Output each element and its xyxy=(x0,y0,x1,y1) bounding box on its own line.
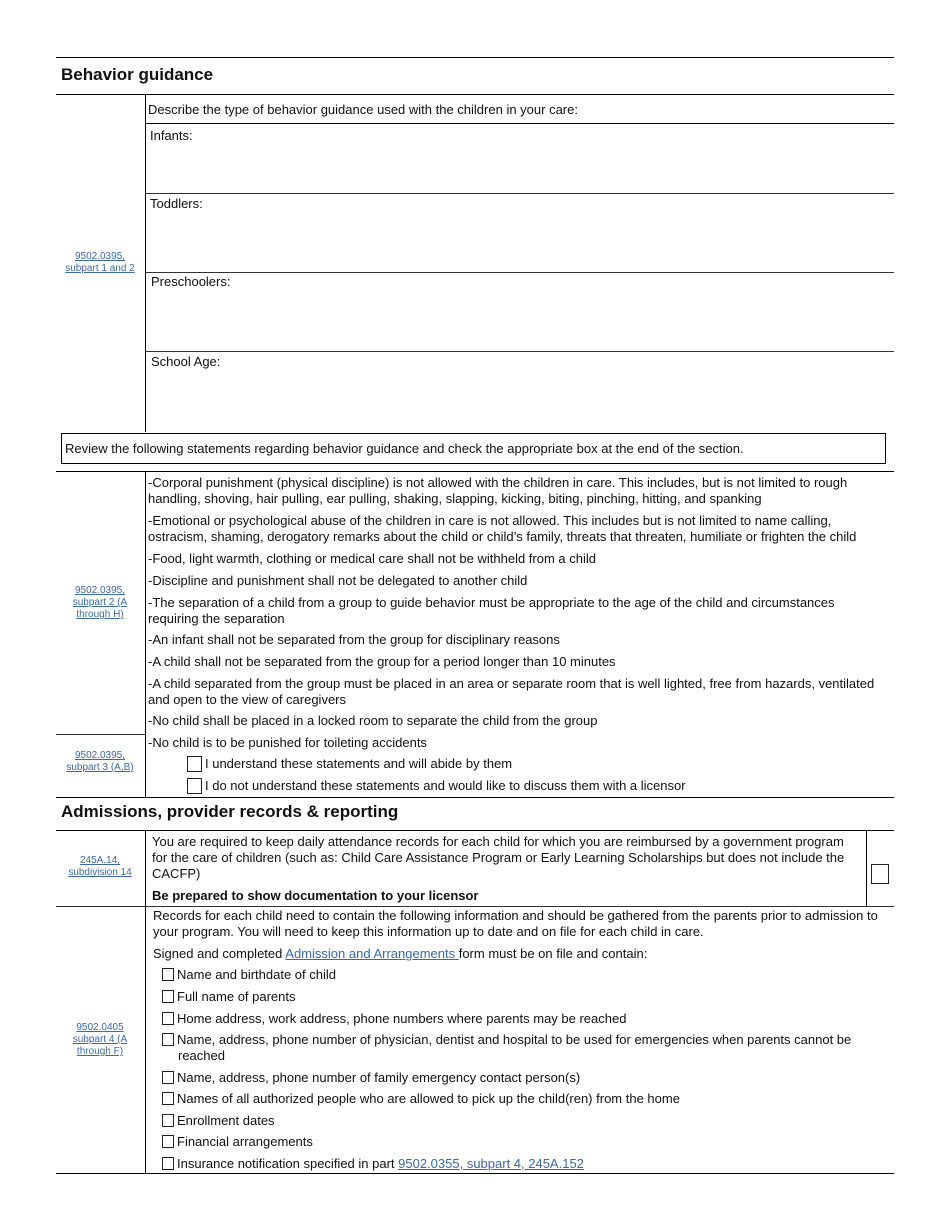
option-do-not-understand[interactable] xyxy=(187,778,686,794)
record-checkbox[interactable] xyxy=(162,1071,174,1084)
understand-label: I understand these statements and will abide by them xyxy=(205,756,513,771)
understand-checkbox[interactable] xyxy=(187,756,202,772)
statement-corporal-punishment: -Corporal punishment (physical discipline) is not allowed with the children in care. This includes, but is not limited to rough handling, shoving, hair pulling, ear pulling, shaking, slapping, kicking, biting, pinching, hitting, and spanking xyxy=(148,475,848,506)
record-item-label: Name and birthdate of child xyxy=(177,967,336,982)
record-item-label: Name, address, phone number of family emergency contact person(s) xyxy=(177,1070,581,1085)
record-item-financial[interactable] xyxy=(162,1134,898,1150)
statement-separation-duration: -A child shall not be separated from the group for a period longer than 10 minutes xyxy=(148,654,616,669)
record-checkbox[interactable] xyxy=(162,1135,174,1148)
school-age-label: School Age: xyxy=(151,354,221,369)
regulation-link-245a-14[interactable]: 245A.14, subdivision 14 xyxy=(68,855,132,878)
signed-suffix: form must be on file and contain: xyxy=(458,946,648,961)
statement-emotional-abuse: -Emotional or psychological abuse of the children in care is not allowed. This includes but is not limited to name calling, ostracism, shaming, derogatory remarks about the child or child’s family, threats that threaten, humiliate or frighten the child xyxy=(148,513,857,544)
statement-toileting: -No child is to be punished for toileting accidents xyxy=(148,735,427,750)
statement-basic-needs: -Food, light warmth, clothing or medical care shall not be withheld from a child xyxy=(148,551,596,566)
toddlers-field[interactable] xyxy=(146,194,894,271)
section-heading-behavior: Behavior guidance xyxy=(61,65,214,84)
record-item-label: Home address, work address, phone numbers where parents may be reached xyxy=(177,1011,627,1026)
school-age-field[interactable] xyxy=(146,352,894,431)
toddlers-label: Toddlers: xyxy=(150,196,203,211)
do-not-understand-checkbox[interactable] xyxy=(187,778,202,794)
record-item-label: Financial arrangements xyxy=(177,1134,313,1149)
attendance-bold-note: Be prepared to show documentation to your licensor xyxy=(152,888,479,903)
record-item-emergency-contact[interactable] xyxy=(162,1070,898,1086)
record-item-label: Insurance notification specified in part xyxy=(177,1156,399,1171)
insurance-regulation-link[interactable]: 9502.0355, subpart 4, 245A.152 xyxy=(398,1156,584,1171)
do-not-understand-label: I do not understand these statements and would like to discuss them with a licensor xyxy=(205,778,686,793)
record-checkbox[interactable] xyxy=(162,1157,174,1170)
statement-locked-room: -No child shall be placed in a locked room to separate the child from the group xyxy=(148,713,598,728)
record-item-label: Name, address, phone number of physician, dentist and hospital to be used for emergencies when parents cannot be reached xyxy=(177,1032,852,1063)
infants-label: Infants: xyxy=(150,128,193,143)
signed-prefix: Signed and completed xyxy=(153,946,286,961)
record-checkbox[interactable] xyxy=(162,968,174,981)
statement-infant-separation: -An infant shall not be separated from the group for disciplinary reasons xyxy=(148,632,560,647)
section-heading-admissions: Admissions, provider records & reporting xyxy=(61,802,399,821)
statement-delegation: -Discipline and punishment shall not be delegated to another child xyxy=(148,573,528,588)
attendance-checkbox[interactable] xyxy=(871,864,889,884)
review-note: Review the following statements regarding behavior guidance and check the appropriate box at the end of the section. xyxy=(61,433,886,464)
record-item-label: Full name of parents xyxy=(177,989,296,1004)
regulation-link-9502-0395-sub3[interactable]: 9502.0395, subpart 3 (A,B) xyxy=(66,750,134,773)
signed-form-line xyxy=(153,946,647,962)
option-understand[interactable] xyxy=(187,756,512,772)
regulation-link-9502-0395-sub2[interactable]: 9502.0395, subpart 2 (A through H) xyxy=(72,585,128,620)
regulation-link-9502-0395-sub1-2[interactable]: 9502.0395, subpart 1 and 2 xyxy=(65,251,135,274)
record-item-enrollment[interactable] xyxy=(162,1113,898,1129)
admission-arrangements-link[interactable]: Admission and Arrangements xyxy=(285,946,459,961)
record-item-authorized-pickup[interactable] xyxy=(162,1091,898,1107)
preschoolers-field[interactable] xyxy=(146,273,894,350)
attendance-requirement: You are required to keep daily attendance records for each child for which you are reimbursed by a government program for the care of children (such as: Child Care Assistance Program or Early Learning Scholarships but does not include the CACFP) xyxy=(152,834,845,881)
preschoolers-label: Preschoolers: xyxy=(151,274,231,289)
record-checkbox[interactable] xyxy=(162,1092,174,1105)
record-item-insurance[interactable] xyxy=(162,1156,898,1172)
record-item-label: Enrollment dates xyxy=(177,1113,275,1128)
statement-separation-area: -A child separated from the group must be placed in an area or separate room that is well lighted, free from hazards, ventilated and open to the view of caregivers xyxy=(148,676,875,707)
record-checkbox[interactable] xyxy=(162,1114,174,1127)
records-intro: Records for each child need to contain the following information and should be gathered from the parents prior to admission to your program. You will need to keep this information up to date and on file for each child in care. xyxy=(153,908,878,939)
record-item-label: Names of all authorized people who are allowed to pick up the child(ren) from the home xyxy=(177,1091,680,1106)
record-item-parents[interactable] xyxy=(162,989,898,1005)
record-item-name-birthdate[interactable] xyxy=(162,967,898,983)
record-checkbox[interactable] xyxy=(162,990,174,1003)
statement-separation-appropriate: -The separation of a child from a group to guide behavior must be appropriate to the age of the child and circumstances requiring the separation xyxy=(148,595,835,626)
behavior-prompt: Describe the type of behavior guidance used with the children in your care: xyxy=(148,102,578,117)
regulation-link-9502-0405[interactable]: 9502.0405 subpart 4 (A through F) xyxy=(72,1022,128,1057)
record-checkbox[interactable] xyxy=(162,1033,174,1046)
record-item-physician[interactable] xyxy=(162,1032,898,1064)
infants-field[interactable] xyxy=(146,124,894,192)
record-checkbox[interactable] xyxy=(162,1012,174,1025)
record-item-addresses[interactable] xyxy=(162,1011,898,1027)
